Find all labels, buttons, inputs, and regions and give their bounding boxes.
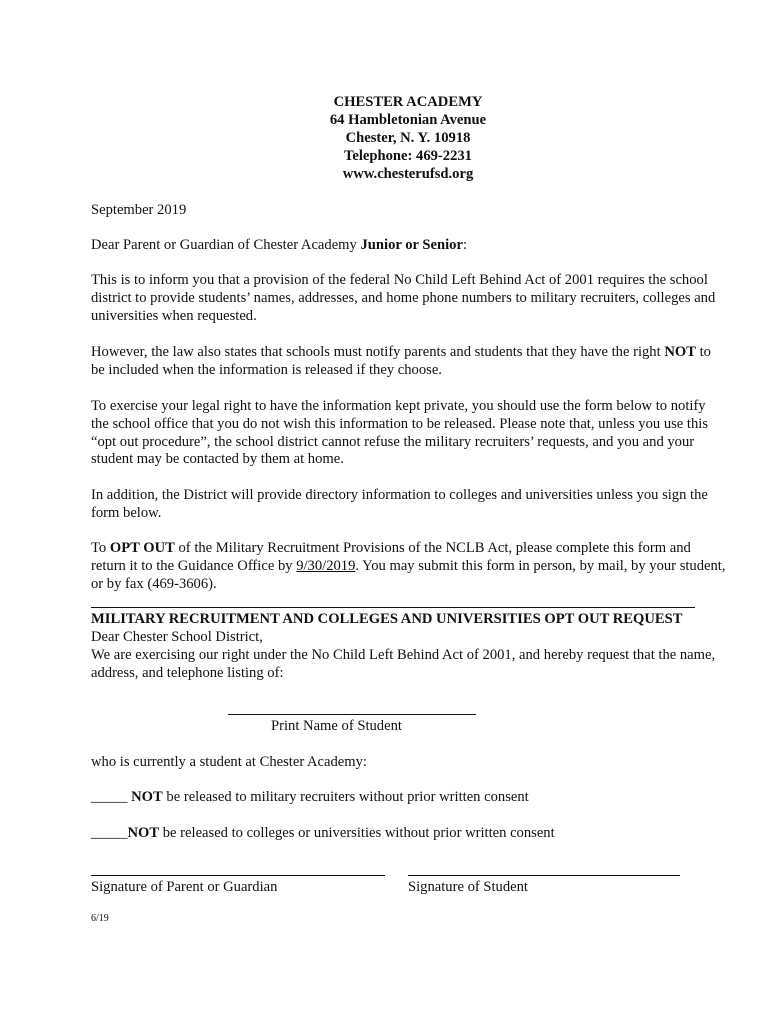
student-signature-line[interactable]	[408, 875, 680, 876]
option-military-text: be released to military recruiters without prior written consent	[162, 789, 529, 805]
print-name-label: Print Name of Student	[271, 718, 402, 734]
form-title: MILITARY RECRUITMENT AND COLLEGES AND UNIVERSITIES OPT OUT REQUEST	[91, 611, 683, 627]
parent-signature-line[interactable]	[91, 875, 385, 876]
school-street: 64 Hambletonian Avenue	[329, 112, 487, 128]
option-colleges-blank[interactable]: _____	[91, 825, 128, 841]
letterhead	[0, 93, 770, 183]
deadline-date: 9/30/2019	[296, 557, 356, 574]
school-website: www.chesterufsd.org	[342, 166, 474, 182]
para5-lead: To	[91, 540, 110, 556]
school-city: Chester, N. Y. 10918	[345, 130, 471, 146]
para2-text: However, the law also states that schools must notify parents and students that they have the right	[91, 344, 665, 360]
school-name: CHESTER ACADEMY	[333, 94, 483, 110]
salutation-suffix: :	[462, 237, 467, 253]
salutation	[91, 237, 727, 255]
paragraph-directory-info: In addition, the District will provide directory information to colleges and universities unless you sign the form below.	[91, 487, 708, 521]
paragraph-right-not	[91, 344, 727, 380]
para2-emphasis: NOT	[664, 344, 696, 360]
option-colleges-not: NOT	[127, 825, 160, 841]
form-greeting: Dear Chester School District,	[91, 629, 263, 645]
option-colleges	[91, 825, 727, 843]
para2-tail: to be included when the information is released if they choose.	[91, 344, 711, 378]
para5-tail: . You may submit this form in person, by mail, by your student, or by fax (469-3606).	[91, 557, 726, 592]
salutation-emphasis: Junior or Senior	[360, 237, 463, 253]
salutation-prefix: Dear Parent or Guardian of Chester Academy	[91, 237, 361, 253]
student-signature-label: Signature of Student	[408, 879, 528, 895]
paragraph-nclb-provision: This is to inform you that a provision of the federal No Child Left Behind Act of 2001 requires the school district to provide students’ names, addresses, and home phone numbers to military recruiters, colleges and universities when requested.	[91, 272, 716, 324]
para5-emphasis: OPT OUT	[109, 540, 175, 556]
option-colleges-text: be released to colleges or universities without prior written consent	[159, 825, 555, 841]
current-student-text: who is currently a student at Chester Academy:	[91, 754, 367, 770]
paragraph-opt-out-instructions	[91, 540, 727, 593]
student-name-line[interactable]	[228, 714, 476, 715]
option-military-not: NOT	[131, 789, 163, 805]
school-phone: Telephone: 469-2231	[344, 148, 472, 164]
form-intro: We are exercising our right under the No Child Left Behind Act of 2001, and hereby request that the name, address, and telephone listing of:	[91, 647, 716, 681]
parent-signature-label: Signature of Parent or Guardian	[91, 879, 278, 895]
para5-mid: of the Military Recruitment Provisions of the NCLB Act, please complete this form and return it to the Guidance Office by	[91, 540, 691, 574]
letter-date: September 2019	[91, 202, 187, 218]
form-divider	[91, 607, 695, 608]
option-military-blank[interactable]: _____	[91, 789, 128, 805]
form-revision-code: 6/19	[91, 913, 109, 924]
paragraph-legal-right: To exercise your legal right to have the information kept private, you should use the form below to notify the school office that you do not wish this information to be released. Please note that, unless you use this “opt out procedure”, the school district cannot refuse the military recruiters’ requests, and you and your student may be contacted by them at home.	[91, 398, 709, 468]
option-military	[91, 789, 727, 807]
